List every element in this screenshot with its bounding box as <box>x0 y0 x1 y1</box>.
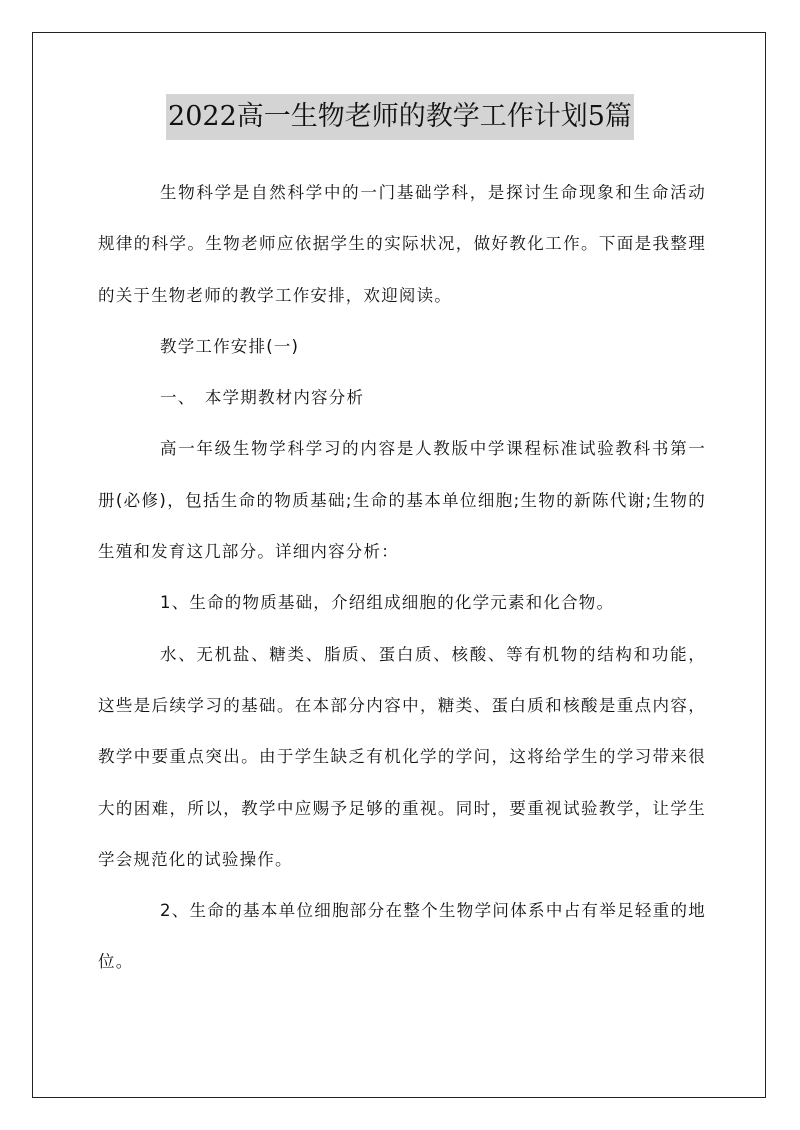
subsection-heading: 一、 本学期教材内容分析 <box>160 388 365 408</box>
document-body <box>98 167 706 988</box>
body-paragraph: 水、无机盐、糖类、脂质、蛋白质、核酸、等有机物的结构和功能，这些是后续学习的基础。在本部分内容中，糖类、蛋白质和核酸是重点内容，教学中要重点突出。由于学生缺乏有机化学的学问，这将给学生的学习带来很大的困难，所以，教学中应赐予足够的重视。同时，要重视试验教学，让学生学会规范化的试验操作。 <box>98 644 706 869</box>
title-container <box>0 94 800 140</box>
list-item: 2、生命的基本单位细胞部分在整个生物学问体系中占有举足轻重的地位。 <box>98 901 706 972</box>
list-item: 1、生命的物质基础，介绍组成细胞的化学元素和化合物。 <box>160 593 615 613</box>
section-heading: 教学工作安排(一) <box>160 336 300 356</box>
document-title: 2022高一生物老师的教学工作计划5篇 <box>166 94 634 140</box>
intro-paragraph: 生物科学是自然科学中的一门基础学科，是探讨生命现象和生命活动规律的科学。生物老师应依据学生的实际状况，做好教化工作。下面是我整理的关于生物老师的教学工作安排，欢迎阅读。 <box>98 183 706 305</box>
body-paragraph: 高一年级生物学科学习的内容是人教版中学课程标准试验教科书第一册(必修)，包括生命的物质基础;生命的基本单位细胞;生物的新陈代谢;生物的生殖和发育这几部分。详细内容分析： <box>98 439 706 562</box>
